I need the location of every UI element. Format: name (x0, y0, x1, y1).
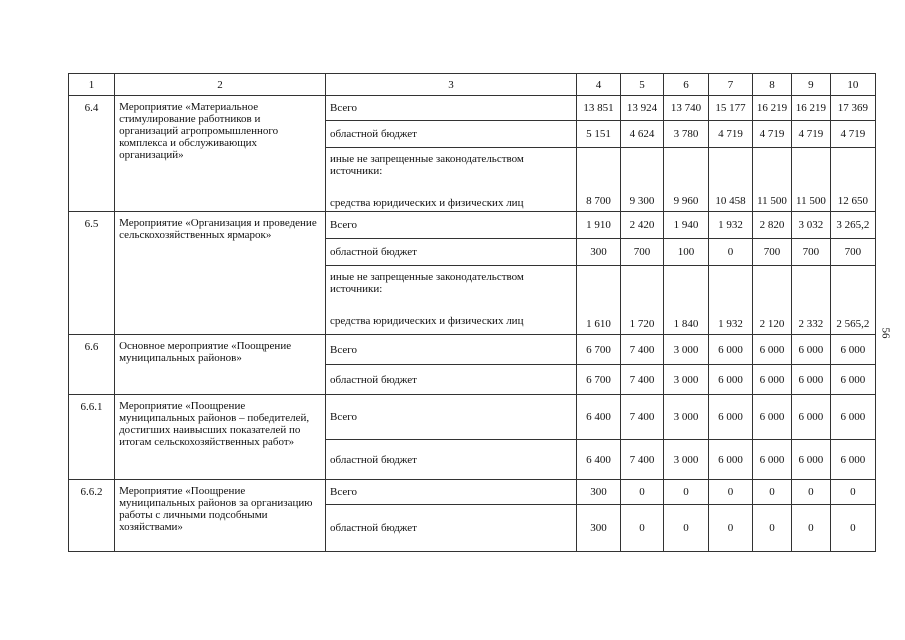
value-cell: 3 000 (663, 335, 708, 365)
source-label-text: областной бюджет (330, 128, 417, 140)
table-row (69, 480, 876, 505)
item-description: Мероприятие «Организация и проведение сельскохозяйственных ярмарок» (115, 212, 326, 335)
value-cell: 0 (753, 480, 792, 505)
value-cell: 1 932 (709, 212, 753, 239)
item-number: 6.4 (69, 96, 115, 212)
value-cell: 16 219 (753, 96, 792, 121)
value-cell: 5 151 (576, 121, 620, 148)
value-cell: 6 000 (753, 440, 792, 480)
value-cell: 6 000 (709, 335, 753, 365)
value-cell: 3 000 (663, 365, 708, 395)
table-row (69, 335, 876, 365)
value-cell: 0 (830, 480, 875, 505)
value-cell: 0 (709, 505, 753, 552)
value-cell: 2 820 (753, 212, 792, 239)
value-cell: 3 265,2 (830, 212, 875, 239)
value-cell: 6 000 (753, 395, 792, 440)
value-cell: 300 (576, 480, 620, 505)
source-label (326, 212, 577, 239)
value-cell: 1 940 (663, 212, 708, 239)
value-cell: 6 000 (753, 365, 792, 395)
item-description: Основное мероприятие «Поощрение муниципальных районов» (115, 335, 326, 395)
source-sublabel: средства юридических и физических лиц (330, 197, 524, 209)
table-row (69, 212, 876, 239)
header-cell: 3 (326, 74, 577, 96)
value-cell: 700 (620, 239, 663, 266)
value-cell: 16 219 (791, 96, 830, 121)
header-cell: 9 (791, 74, 830, 96)
item-number: 6.6 (69, 335, 115, 395)
header-cell: 10 (830, 74, 875, 96)
value-cell: 11 500 (791, 148, 830, 212)
value-cell: 1 932 (709, 266, 753, 335)
source-label (326, 480, 577, 505)
value-cell: 6 700 (576, 335, 620, 365)
value-cell: 1 720 (620, 266, 663, 335)
value-cell: 6 000 (830, 440, 875, 480)
value-cell: 6 000 (830, 395, 875, 440)
header-cell: 4 (576, 74, 620, 96)
source-label (326, 335, 577, 365)
source-label-text: Всего (330, 102, 358, 114)
value-cell: 6 000 (709, 440, 753, 480)
page-number: 56 (879, 327, 892, 339)
value-cell: 3 780 (663, 121, 708, 148)
source-sublabel: средства юридических и физических лиц (330, 315, 524, 327)
value-cell: 2 565,2 (830, 266, 875, 335)
source-label-text: иные не запрещенные законодательством источники: (330, 271, 524, 295)
value-cell: 0 (709, 480, 753, 505)
value-cell: 3 032 (791, 212, 830, 239)
value-cell: 7 400 (620, 395, 663, 440)
budget-table (68, 73, 876, 552)
table-row (69, 395, 876, 440)
value-cell: 6 000 (709, 365, 753, 395)
value-cell: 700 (791, 239, 830, 266)
header-cell: 6 (663, 74, 708, 96)
value-cell: 6 400 (576, 440, 620, 480)
value-cell: 2 420 (620, 212, 663, 239)
item-description: Мероприятие «Материальное стимулирование работников и организаций агропромышленного комплекса и обслуживающих организаций» (115, 96, 326, 212)
value-cell: 6 000 (709, 395, 753, 440)
value-cell: 0 (753, 505, 792, 552)
value-cell: 4 719 (791, 121, 830, 148)
source-label (326, 121, 577, 148)
source-label (326, 96, 577, 121)
value-cell: 6 000 (791, 395, 830, 440)
source-label (326, 395, 577, 440)
item-number: 6.6.2 (69, 480, 115, 552)
value-cell: 0 (791, 505, 830, 552)
source-label-text: Всего (330, 219, 358, 231)
value-cell: 7 400 (620, 365, 663, 395)
source-label-text: Всего (330, 343, 358, 356)
value-cell: 300 (576, 505, 620, 552)
header-cell: 5 (620, 74, 663, 96)
value-cell: 3 000 (663, 395, 708, 440)
source-label (326, 505, 577, 552)
value-cell: 3 000 (663, 440, 708, 480)
value-cell: 6 700 (576, 365, 620, 395)
value-cell: 13 740 (663, 96, 708, 121)
source-label-text: областной бюджет (330, 453, 417, 466)
value-cell: 13 924 (620, 96, 663, 121)
value-cell: 6 000 (791, 365, 830, 395)
value-cell: 11 500 (753, 148, 792, 212)
value-cell: 12 650 (830, 148, 875, 212)
value-cell: 700 (830, 239, 875, 266)
source-label (326, 365, 577, 395)
value-cell: 6 400 (576, 395, 620, 440)
source-label (326, 148, 577, 212)
value-cell: 8 700 (576, 148, 620, 212)
header-row (69, 74, 876, 96)
value-cell: 6 000 (830, 365, 875, 395)
value-cell: 4 719 (709, 121, 753, 148)
item-number: 6.5 (69, 212, 115, 335)
value-cell: 4 719 (830, 121, 875, 148)
source-label (326, 239, 577, 266)
value-cell: 6 000 (791, 335, 830, 365)
source-label-text: Всего (330, 411, 358, 423)
value-cell: 10 458 (709, 148, 753, 212)
value-cell: 0 (709, 239, 753, 266)
value-cell: 17 369 (830, 96, 875, 121)
value-cell: 9 960 (663, 148, 708, 212)
value-cell: 4 624 (620, 121, 663, 148)
source-label (326, 266, 577, 335)
value-cell: 0 (663, 505, 708, 552)
value-cell: 6 000 (830, 335, 875, 365)
source-label-text: областной бюджет (330, 522, 417, 534)
value-cell: 1 610 (576, 266, 620, 335)
value-cell: 1 910 (576, 212, 620, 239)
header-cell: 2 (115, 74, 326, 96)
source-label (326, 440, 577, 480)
value-cell: 0 (830, 505, 875, 552)
value-cell: 100 (663, 239, 708, 266)
source-label-text: иные не запрещенные законодательством источники: (330, 153, 524, 177)
value-cell: 700 (753, 239, 792, 266)
item-number: 6.6.1 (69, 395, 115, 480)
value-cell: 7 400 (620, 440, 663, 480)
item-description: Мероприятие «Поощрение муниципальных районов за организацию работы с личными подсобными хозяйствами» (115, 480, 326, 552)
value-cell: 300 (576, 239, 620, 266)
item-description: Мероприятие «Поощрение муниципальных районов – победителей, достигших наивысших показателей по итогам сельскохозяйственных работ» (115, 395, 326, 480)
value-cell: 2 332 (791, 266, 830, 335)
table-row (69, 96, 876, 121)
source-label-text: областной бюджет (330, 246, 417, 258)
value-cell: 6 000 (753, 335, 792, 365)
header-cell: 7 (709, 74, 753, 96)
value-cell: 0 (791, 480, 830, 505)
value-cell: 1 840 (663, 266, 708, 335)
value-cell: 9 300 (620, 148, 663, 212)
value-cell: 0 (620, 505, 663, 552)
value-cell: 0 (620, 480, 663, 505)
header-cell: 8 (753, 74, 792, 96)
value-cell: 0 (663, 480, 708, 505)
value-cell: 13 851 (576, 96, 620, 121)
source-label-text: Всего (330, 486, 358, 498)
value-cell: 7 400 (620, 335, 663, 365)
header-cell: 1 (69, 74, 115, 96)
source-label-text: областной бюджет (330, 373, 417, 386)
value-cell: 15 177 (709, 96, 753, 121)
value-cell: 4 719 (753, 121, 792, 148)
value-cell: 6 000 (791, 440, 830, 480)
value-cell: 2 120 (753, 266, 792, 335)
